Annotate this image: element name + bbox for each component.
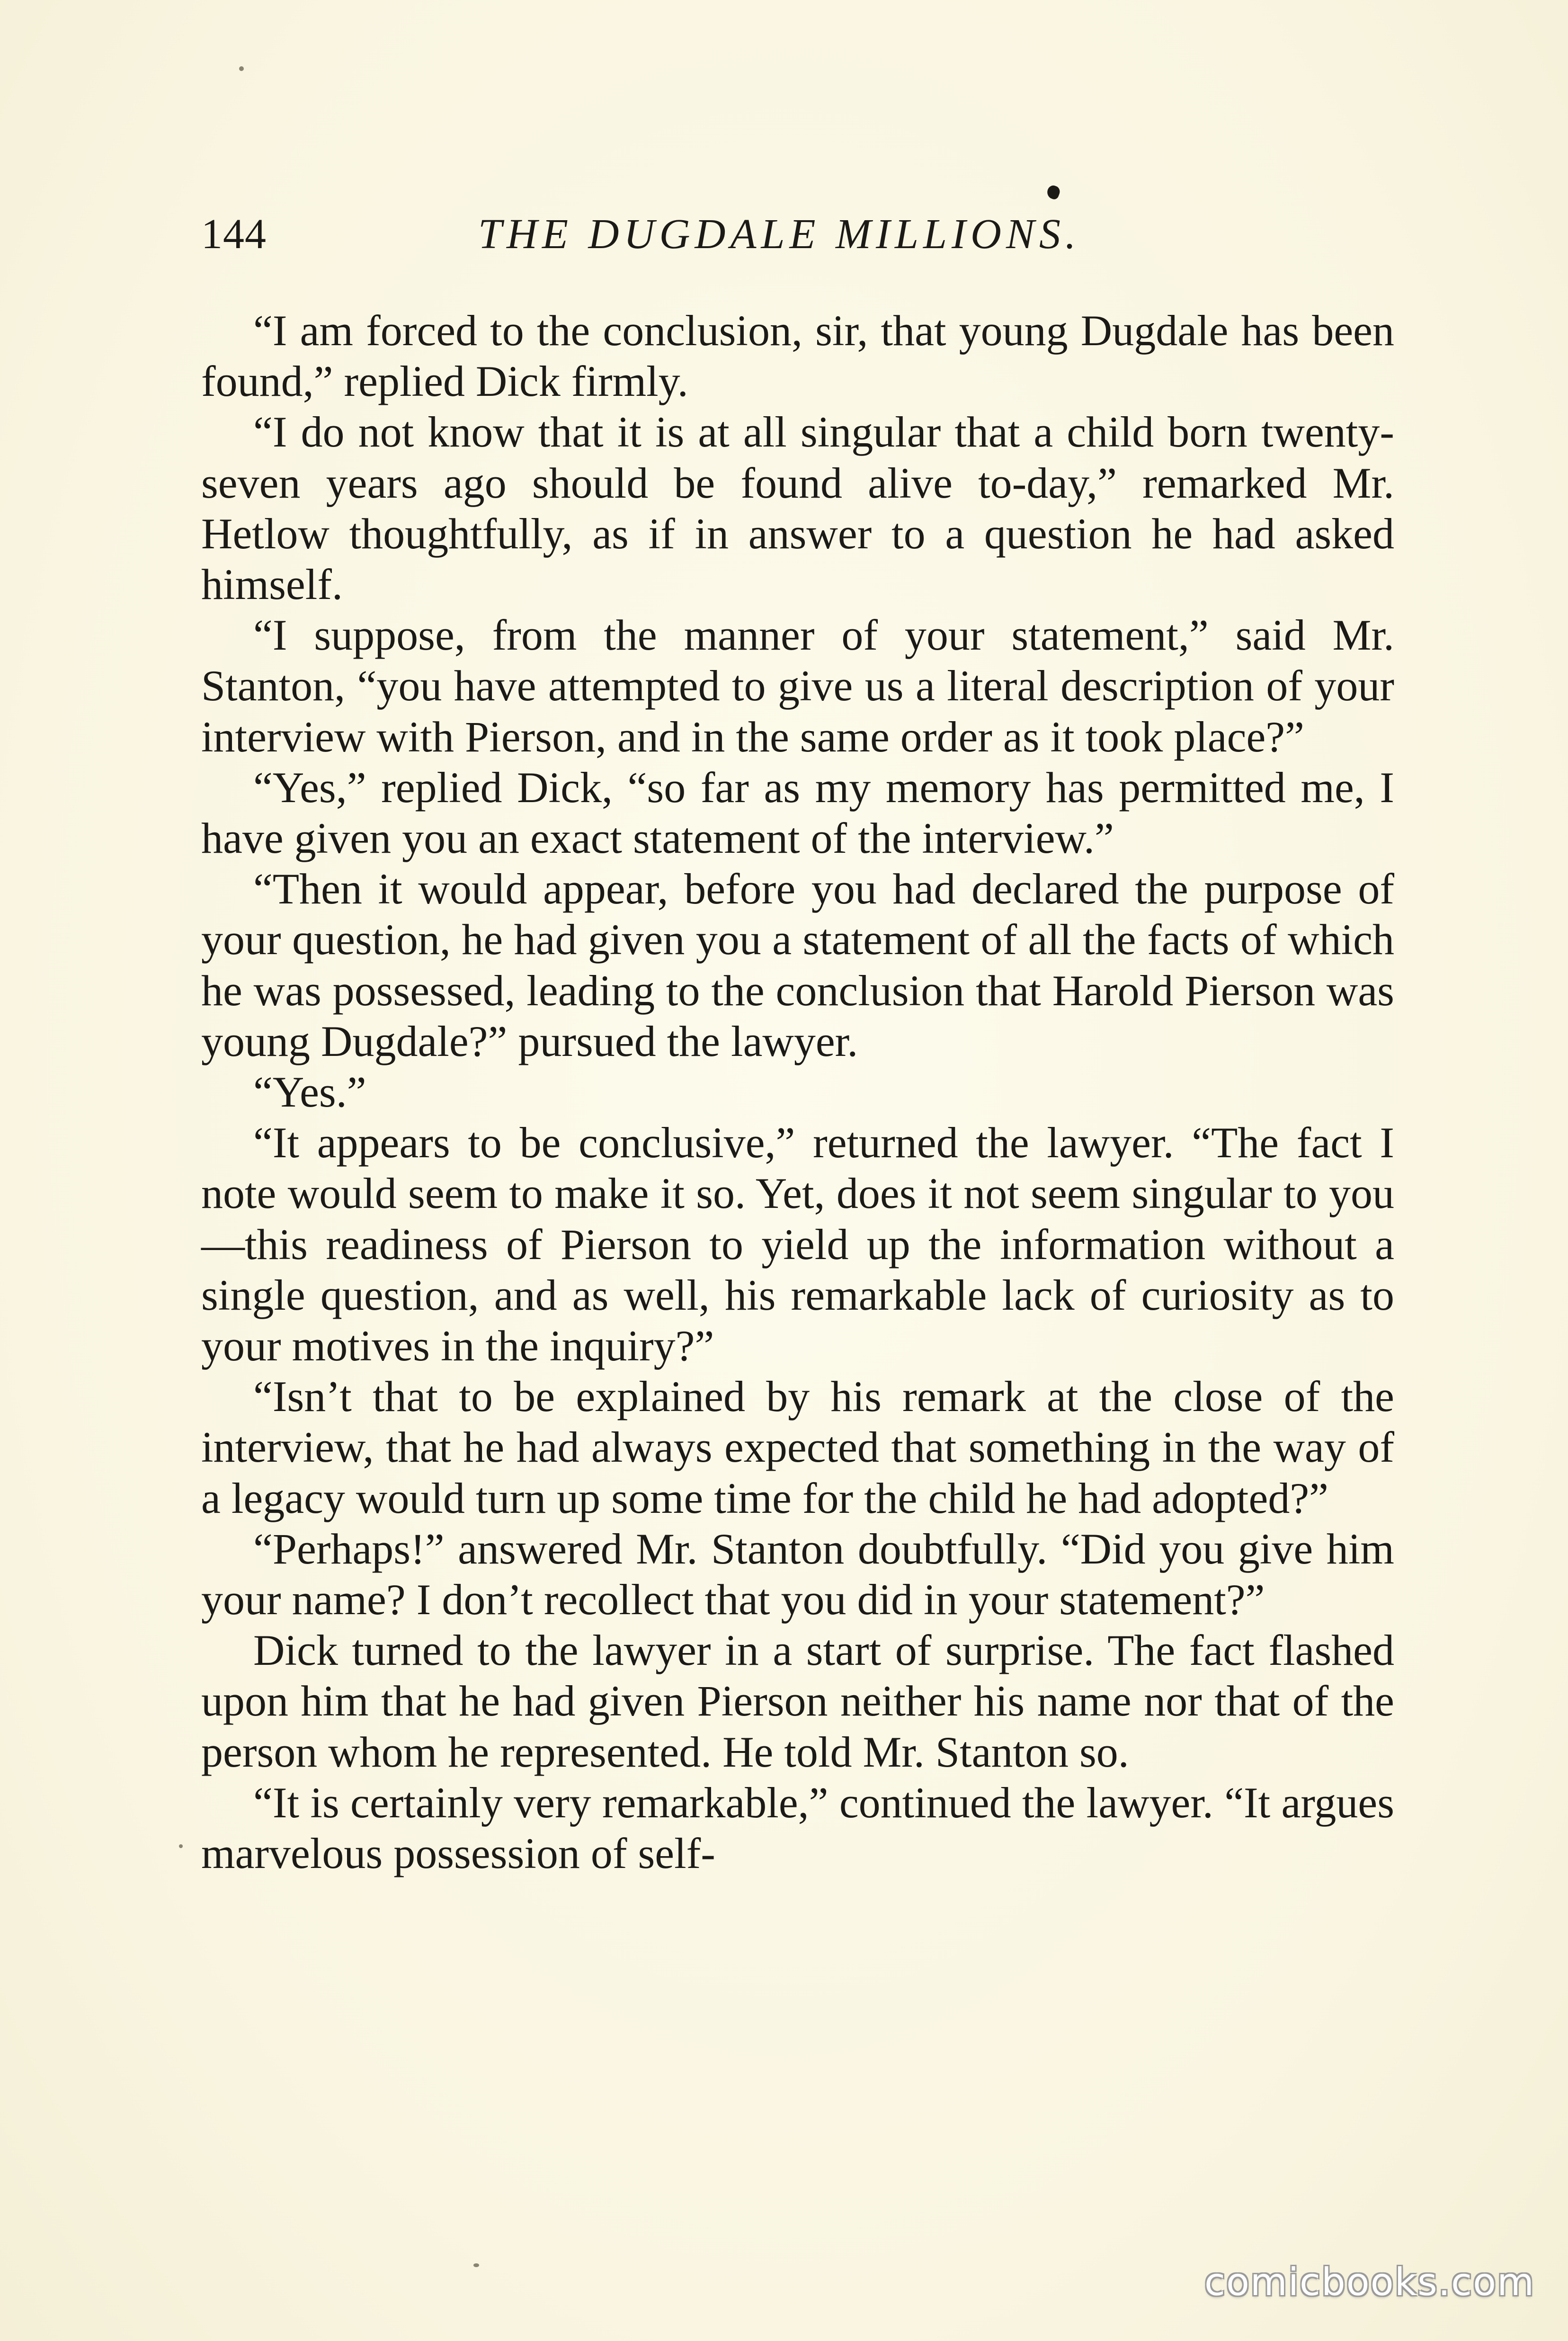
- paragraph: “Yes,” replied Dick, “so far as my memory has permitted me, I have given you an exact statement of the interview.”: [201, 763, 1394, 863]
- page-header: [201, 206, 1388, 263]
- paragraph: “I am forced to the conclusion, sir, that young Dugdale has been found,” replied Dick firmly.: [201, 306, 1394, 406]
- paragraph: “Isn’t that to be explained by his remark at the close of the interview, that he had always expected that something in the way of a legacy would turn up some time for the child he had adopted?”: [201, 1372, 1394, 1522]
- page-number: 144: [201, 211, 267, 258]
- paper-speck: [239, 66, 244, 71]
- paragraph: “I suppose, from the manner of your statement,” said Mr. Stanton, “you have attempted to give us a literal description of your interview with Pierson, and in the same order as it took place?”: [201, 611, 1394, 761]
- paragraph: “I do not know that it is at all singular that a child born twenty-seven years ago should be found alive to-day,” remarked Mr. Hetlow thoughtfully, as if in answer to a question he had asked himself.: [201, 408, 1394, 609]
- paragraph: “It appears to be conclusive,” returned the lawyer. “The fact I note would seem to make it so. Yet, does it not seem singular to you—this readiness of Pierson to yield up the information without a single question, and as well, his remarkable lack of curiosity as to your motives in the inquiry?”: [201, 1118, 1394, 1370]
- paragraph: “Perhaps!” answered Mr. Stanton doubtfully. “Did you give him your name? I don’t recollect that you did in your statement?”: [201, 1524, 1394, 1624]
- paragraph: “Yes.”: [253, 1068, 366, 1117]
- running-title: THE DUGDALE MILLIONS.: [478, 211, 1081, 258]
- paragraph: “It is certainly very remarkable,” continued the lawyer. “It argues marvelous possession of self-: [201, 1778, 1394, 1878]
- paragraph: Dick turned to the lawyer in a start of surprise. The fact flashed upon him that he had given Pierson neither his name nor that of the person whom he represented. He told Mr. Stanton so.: [201, 1626, 1394, 1776]
- paragraph: “Then it would appear, before you had declared the purpose of your question, he had given you a statement of all the facts of which he was possessed, leading to the conclusion that Harold Pierson was young Dugdale?” pursued the lawyer.: [201, 865, 1394, 1065]
- ink-blot: [1045, 184, 1061, 200]
- page-body: [201, 305, 1394, 1879]
- watermark-logo: comicbooks.com: [1204, 2260, 1535, 2304]
- paper-speck: [179, 1844, 183, 1848]
- paper-speck: [473, 2263, 479, 2267]
